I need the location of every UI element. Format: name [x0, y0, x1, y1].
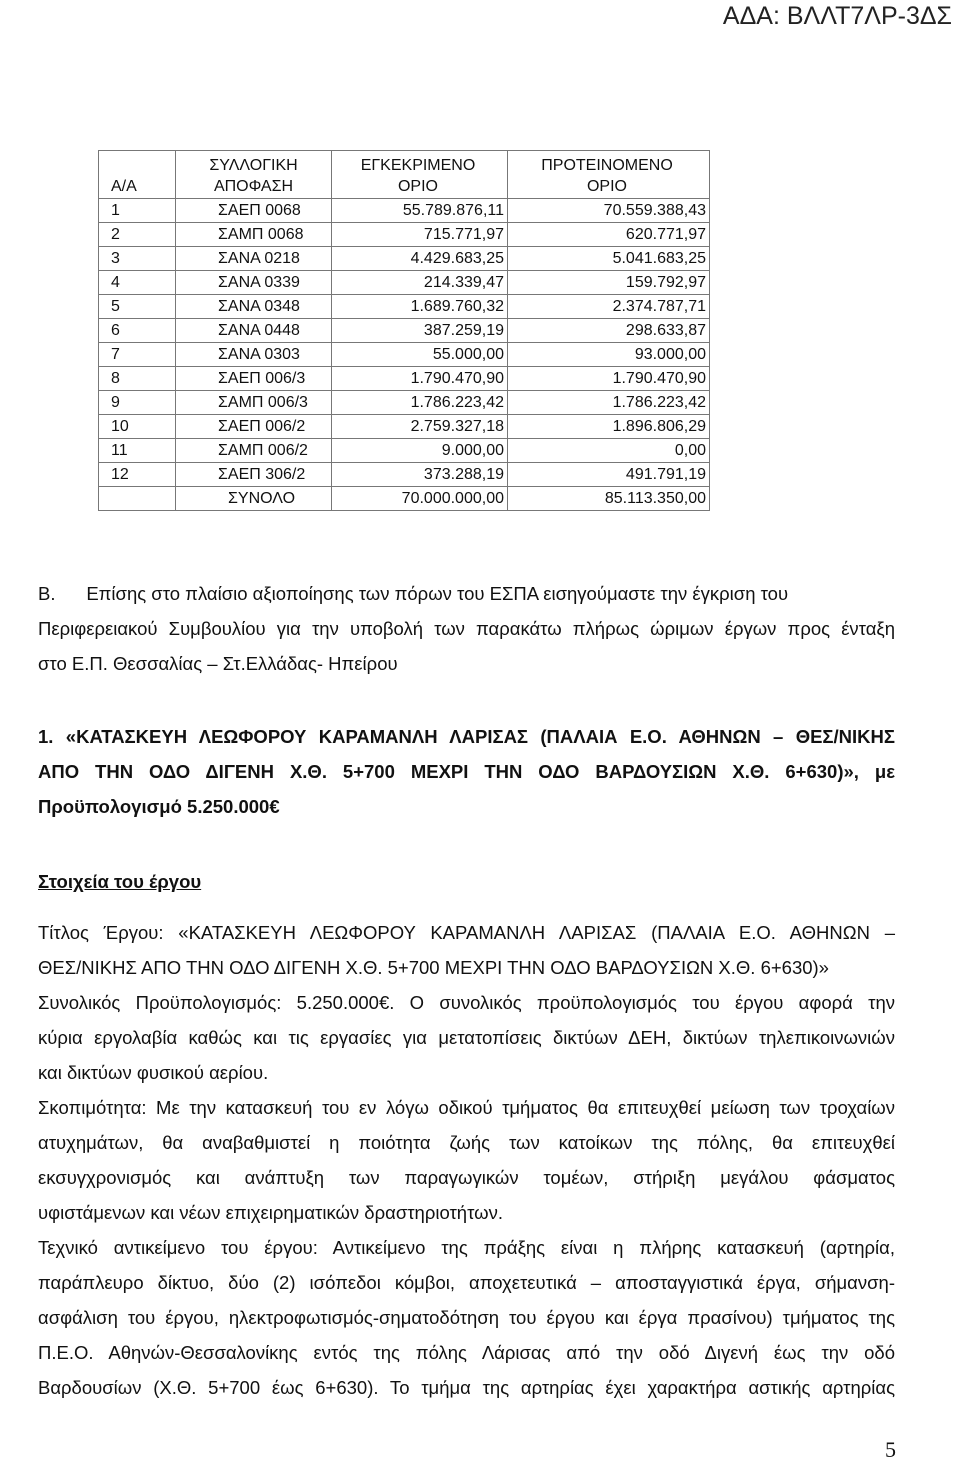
- cell-decision: ΣΑΕΠ 006/2: [176, 415, 332, 439]
- cell-aa: 9: [99, 391, 176, 415]
- cell-decision: ΣΑΕΠ 306/2: [176, 463, 332, 487]
- table-row: [99, 463, 710, 487]
- cell-decision: ΣΑΜΠ 006/3: [176, 391, 332, 415]
- header-proposed-line1: ΠΡΟΤΕΙΝΟΜΕΝΟ: [541, 157, 673, 174]
- cell-aa: 12: [99, 463, 176, 487]
- table-row: [99, 247, 710, 271]
- table-header-row: [99, 151, 710, 199]
- section-b-line-2: Περιφερειακού Συμβουλίου για την υποβολή των παρακάτω πλήρως ώριμων έργων προς ένταξη: [38, 618, 895, 639]
- project-1: [38, 719, 895, 824]
- total-label: ΣΥΝΟΛΟ: [176, 487, 332, 511]
- details-line: υφιστάμενων και νέων επιχειρηματικών δραστηριοτήτων.: [38, 1202, 503, 1223]
- cell-aa: 6: [99, 319, 176, 343]
- details-line: Π.Ε.Ο. Αθηνών-Θεσσαλονίκης εντός της πόλης Λάρισας από την οδό Διγενή έως την οδό: [38, 1342, 895, 1363]
- cell-approved: 1.790.470,90: [332, 367, 508, 391]
- details-line: Τίτλος Έργου: «ΚΑΤΑΣΚΕΥΗ ΛΕΩΦΟΡΟΥ ΚΑΡΑΜΑΝΛΗ ΛΑΡΙΣΑΣ (ΠΑΛΑΙΑ Ε.Ο. ΑΘΗΝΩΝ –: [38, 922, 895, 943]
- table-total-row: [99, 487, 710, 511]
- cell-aa: 4: [99, 271, 176, 295]
- details-line: παράπλευρο δίκτυο, δύο (2) ισόπεδοι κόμβοι, αποχετευτικά – αποσταγγιστικά έργα, σήμανση-: [38, 1272, 895, 1293]
- cell-aa: 8: [99, 367, 176, 391]
- cell-approved: 1.786.223,42: [332, 391, 508, 415]
- cell-decision: ΣΑΝΑ 0448: [176, 319, 332, 343]
- cell-decision: ΣΑΕΠ 0068: [176, 199, 332, 223]
- cell-aa: 7: [99, 343, 176, 367]
- total-proposed: 85.113.350,00: [508, 487, 710, 511]
- header-decision: [176, 151, 332, 199]
- cell-approved: 387.259,19: [332, 319, 508, 343]
- table-row: [99, 415, 710, 439]
- cell-proposed: 298.633,87: [508, 319, 710, 343]
- header-approved: [332, 151, 508, 199]
- limits-table: [98, 150, 710, 511]
- project-details: [38, 915, 895, 1405]
- table-row: [99, 439, 710, 463]
- cell-aa: 5: [99, 295, 176, 319]
- details-line: κύρια εργολαβία καθώς και τις εργασίες για μετατοπίσεις δικτύων ΔΕΗ, δικτύων τηλεπικοινωνιών: [38, 1027, 895, 1048]
- cell-approved: 1.689.760,32: [332, 295, 508, 319]
- cell-approved: 55.789.876,11: [332, 199, 508, 223]
- details-line: Σκοπιμότητα: Με την κατασκευή του εν λόγω οδικού τμήματος θα επιτευχθεί μείωση των τροχαίων: [38, 1097, 895, 1118]
- table-row: [99, 367, 710, 391]
- cell-decision: ΣΑΝΑ 0303: [176, 343, 332, 367]
- section-b-line-1: Β. Επίσης στο πλαίσιο αξιοποίησης των πόρων του ΕΣΠΑ εισηγούμαστε την έγκριση του: [38, 583, 789, 604]
- header-proposed: [508, 151, 710, 199]
- ada-header: ΑΔΑ: ΒΛΛΤ7ΛΡ-3ΔΣ: [722, 2, 952, 30]
- table-row: [99, 295, 710, 319]
- cell-approved: 373.288,19: [332, 463, 508, 487]
- cell-proposed: 159.792,97: [508, 271, 710, 295]
- details-line: ατυχημάτων, θα αναβαθμιστεί η ποιότητα ζωής των κατοίκων της πόλης, θα επιτευχθεί: [38, 1132, 895, 1153]
- cell-aa: 2: [99, 223, 176, 247]
- cell-proposed: 1.896.806,29: [508, 415, 710, 439]
- header-proposed-line2: ΟΡΙΟ: [586, 178, 627, 195]
- table-row: [99, 223, 710, 247]
- cell-approved: 4.429.683,25: [332, 247, 508, 271]
- cell-proposed: 620.771,97: [508, 223, 710, 247]
- cell-approved: 2.759.327,18: [332, 415, 508, 439]
- details-line: ΘΕΣ/ΝΙΚΗΣ ΑΠΟ ΤΗΝ ΟΔΟ ΔΙΓΕΝΗ Χ.Θ. 5+700 ΜΕΧΡΙ ΤΗΝ ΟΔΟ ΒΑΡΔΟΥΣΙΩΝ Χ.Θ. 6+630)»: [38, 957, 829, 978]
- section-b-line-3: στο Ε.Π. Θεσσαλίας – Στ.Ελλάδας- Ηπείρου: [38, 653, 398, 674]
- cell-approved: 715.771,97: [332, 223, 508, 247]
- cell-proposed: 1.786.223,42: [508, 391, 710, 415]
- total-aa: [99, 487, 176, 511]
- section-b: [38, 576, 895, 681]
- cell-decision: ΣΑΝΑ 0339: [176, 271, 332, 295]
- header-aa: Α/Α: [99, 151, 176, 199]
- header-approved-line2: ΟΡΙΟ: [397, 178, 438, 195]
- cell-decision: ΣΑΜΠ 006/2: [176, 439, 332, 463]
- cell-decision: ΣΑΜΠ 0068: [176, 223, 332, 247]
- cell-decision: ΣΑΝΑ 0348: [176, 295, 332, 319]
- cell-aa: 10: [99, 415, 176, 439]
- table-row: [99, 319, 710, 343]
- table-row: [99, 343, 710, 367]
- table-row: [99, 271, 710, 295]
- cell-proposed: 1.790.470,90: [508, 367, 710, 391]
- details-line: Συνολικός Προϋπολογισμός: 5.250.000€. Ο συνολικός προϋπολογισμός του έργου αφορά την: [38, 992, 895, 1013]
- details-heading-text: Στοιχεία του έργου: [38, 871, 202, 892]
- cell-proposed: 0,00: [508, 439, 710, 463]
- cell-proposed: 5.041.683,25: [508, 247, 710, 271]
- cell-aa: 11: [99, 439, 176, 463]
- project-1-line-3: Προϋπολογισμό 5.250.000€: [38, 796, 280, 817]
- cell-aa: 3: [99, 247, 176, 271]
- project-1-line-2: ΑΠΟ ΤΗΝ ΟΔΟ ΔΙΓΕΝΗ Χ.Θ. 5+700 ΜΕΧΡΙ ΤΗΝ ΟΔΟ ΒΑΡΔΟΥΣΙΩΝ Χ.Θ. 6+630)», με: [38, 761, 895, 782]
- cell-proposed: 70.559.388,43: [508, 199, 710, 223]
- details-line: Τεχνικό αντικείμενο του έργου: Αντικείμενο της πράξης είναι η πλήρης κατασκευή (αρτηρία,: [38, 1237, 895, 1258]
- cell-approved: 55.000,00: [332, 343, 508, 367]
- cell-decision: ΣΑΕΠ 006/3: [176, 367, 332, 391]
- details-line: και δικτύων φυσικού αερίου.: [38, 1062, 269, 1083]
- cell-approved: 9.000,00: [332, 439, 508, 463]
- cell-approved: 214.339,47: [332, 271, 508, 295]
- page-number: 5: [885, 1437, 896, 1462]
- total-approved: 70.000.000,00: [332, 487, 508, 511]
- table-row: [99, 199, 710, 223]
- project-1-line-1: 1. «ΚΑΤΑΣΚΕΥΗ ΛΕΩΦΟΡΟΥ ΚΑΡΑΜΑΝΛΗ ΛΑΡΙΣΑΣ (ΠΑΛΑΙΑ Ε.Ο. ΑΘΗΝΩΝ – ΘΕΣ/ΝΙΚΗΣ: [38, 726, 895, 747]
- details-line: εκσυγχρονισμός και ανάπτυξη των παραγωγικών τομέων, στήριξη μεγάλου φάσματος: [38, 1167, 895, 1188]
- table-row: [99, 391, 710, 415]
- cell-aa: 1: [99, 199, 176, 223]
- details-heading: [38, 864, 895, 899]
- details-line: ασφάλιση του έργου, ηλεκτροφωτισμός-σηματοδότηση του έργου και έργα πρασίνου) τμήματος της: [38, 1307, 895, 1328]
- header-decision-line1: ΣΥΛΛΟΓΙΚΗ: [209, 157, 298, 174]
- cell-proposed: 2.374.787,71: [508, 295, 710, 319]
- details-line: Βαρδουσίων (Χ.Θ. 5+700 έως 6+630). Το τμήμα της αρτηρίας έχει χαρακτήρα αστικής αρτηρίας: [38, 1377, 895, 1398]
- cell-proposed: 93.000,00: [508, 343, 710, 367]
- cell-proposed: 491.791,19: [508, 463, 710, 487]
- header-decision-line2: ΑΠΟΦΑΣΗ: [213, 178, 294, 195]
- cell-decision: ΣΑΝΑ 0218: [176, 247, 332, 271]
- header-approved-line1: ΕΓΚΕΚΡΙΜΕΝΟ: [360, 157, 476, 174]
